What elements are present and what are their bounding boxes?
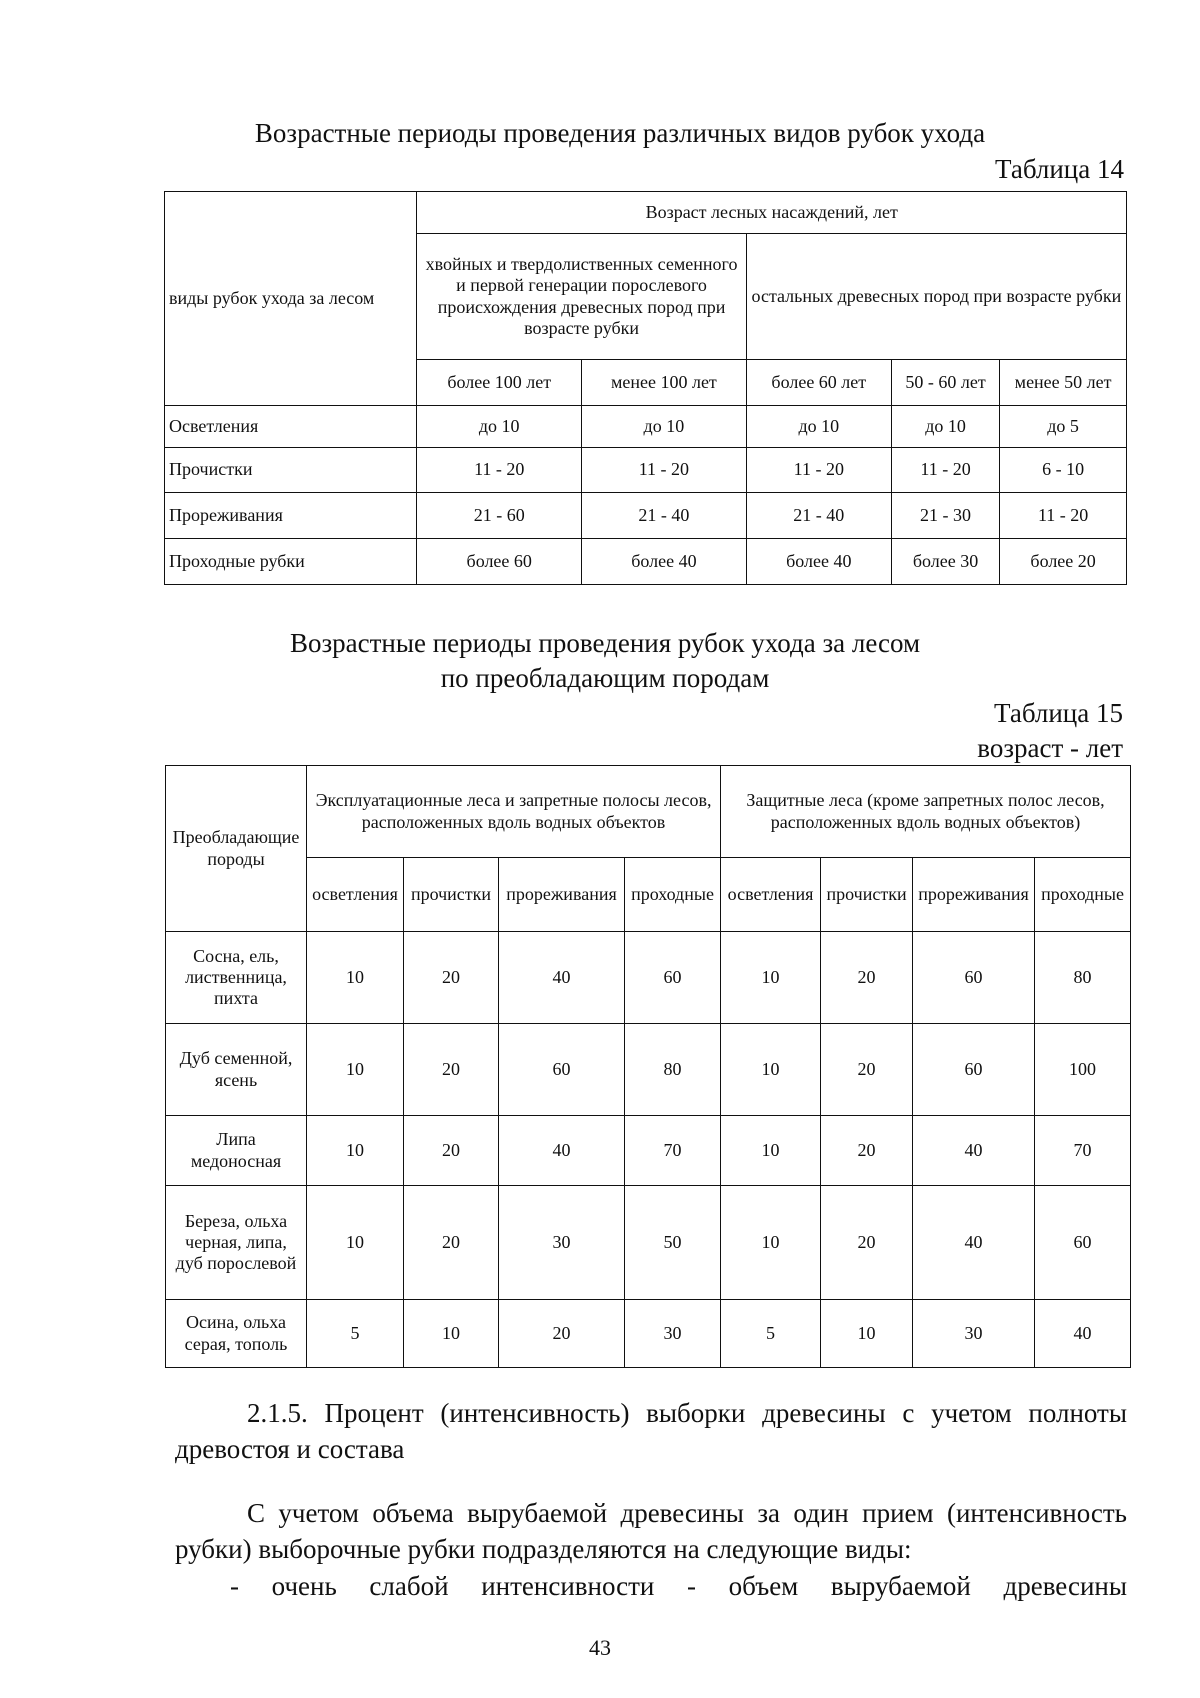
table-cell: 70 — [1035, 1116, 1131, 1186]
table-cell: 30 — [913, 1300, 1035, 1368]
table-cell: 20 — [821, 932, 913, 1024]
table-cell: 10 — [821, 1300, 913, 1368]
table-cell: 100 — [1035, 1024, 1131, 1116]
table-cell: 20 — [404, 1024, 499, 1116]
table-cell: 10 — [721, 932, 821, 1024]
table-cell: 70 — [625, 1116, 721, 1186]
table-15-unit: возраст - лет — [977, 733, 1123, 763]
section-heading-text: 2.1.5. Процент (интенсивность) выборки древесины с учетом полноты древостоя и состава — [175, 1398, 1127, 1464]
table-cell: более 60 — [417, 539, 582, 585]
section-heading — [175, 1395, 1127, 1467]
bullet-item: - очень слабой интенсивности - объем вырубаемой древесины — [230, 1571, 1127, 1601]
t14-other-group-header: остальных древесных пород при возрасте рубки — [746, 234, 1126, 360]
table-cell: до 10 — [891, 406, 999, 448]
table-cell: 11 - 20 — [1000, 493, 1127, 539]
table-cell: более 20 — [1000, 539, 1127, 585]
t15-subcol-header: прореживания — [913, 858, 1035, 932]
table-cell: 10 — [307, 932, 404, 1024]
table-cell: 10 — [721, 1116, 821, 1186]
table-15-title-line2: по преобладающим породам — [440, 663, 770, 693]
t15-row-label-header: Преобладающие породы — [166, 766, 307, 932]
table-row — [165, 406, 1127, 448]
table-cell: 6 - 10 — [1000, 448, 1127, 493]
table-cell: 21 - 40 — [582, 493, 747, 539]
table-row — [166, 1116, 1131, 1186]
table-cell: 40 — [913, 1116, 1035, 1186]
table-cell: до 10 — [582, 406, 747, 448]
table-cell: 40 — [913, 1186, 1035, 1300]
table-cell: 10 — [721, 1186, 821, 1300]
table-cell: 60 — [913, 1024, 1035, 1116]
table-row — [165, 448, 1127, 493]
table-cell: 5 — [307, 1300, 404, 1368]
table-cell: 20 — [821, 1024, 913, 1116]
table-row — [165, 493, 1127, 539]
table-14-label: Таблица 14 — [995, 154, 1124, 184]
table-row — [165, 539, 1127, 585]
row-name: Береза, ольха черная, липа, дуб порослевой — [166, 1186, 307, 1300]
table-row — [166, 932, 1131, 1024]
row-name: Осина, ольха серая, тополь — [166, 1300, 307, 1368]
t14-subcol-header: 50 - 60 лет — [891, 360, 999, 406]
table-cell: более 30 — [891, 539, 999, 585]
t15-subcol-header: осветления — [721, 858, 821, 932]
table-row — [166, 1300, 1131, 1368]
table-cell: 10 — [404, 1300, 499, 1368]
row-name: Липа медоносная — [166, 1116, 307, 1186]
t14-subcol-header: менее 50 лет — [1000, 360, 1127, 406]
table-cell: более 40 — [746, 539, 891, 585]
t15-subcol-header: проходные — [1035, 858, 1131, 932]
t15-subcol-header: прореживания — [499, 858, 625, 932]
table-cell: до 5 — [1000, 406, 1127, 448]
section-paragraph — [175, 1495, 1127, 1567]
t15-subcol-header: прочистки — [404, 858, 499, 932]
page-number: 43 — [589, 1635, 611, 1660]
table-cell: 10 — [307, 1116, 404, 1186]
table-14 — [164, 191, 1127, 585]
table-cell: 21 - 40 — [746, 493, 891, 539]
table-cell: до 10 — [746, 406, 891, 448]
t14-subcol-header: более 100 лет — [417, 360, 582, 406]
table-15 — [165, 765, 1131, 1368]
table-cell: 11 - 20 — [891, 448, 999, 493]
table-cell: 21 - 30 — [891, 493, 999, 539]
row-name: Проходные рубки — [165, 539, 417, 585]
table-cell: до 10 — [417, 406, 582, 448]
table-14-title: Возрастные периоды проведения различных видов рубок ухода — [254, 118, 986, 148]
table-cell: 20 — [821, 1186, 913, 1300]
table-cell: 80 — [1035, 932, 1131, 1024]
table-cell: 40 — [1035, 1300, 1131, 1368]
t14-conifer-group-header: хвойных и твердолиственных семенного и первой генерации порослевого происхождения древесных пород при возрасте рубки — [417, 234, 746, 360]
table-15-label: Таблица 15 — [994, 698, 1123, 728]
table-cell: 20 — [499, 1300, 625, 1368]
table-cell: 11 - 20 — [417, 448, 582, 493]
table-cell: 20 — [404, 1116, 499, 1186]
table-cell: 60 — [913, 932, 1035, 1024]
table-cell: 30 — [499, 1186, 625, 1300]
row-name: Дуб семенной, ясень — [166, 1024, 307, 1116]
table-cell: 20 — [821, 1116, 913, 1186]
t14-row-label-header: виды рубок ухода за лесом — [165, 192, 417, 406]
table-row — [166, 1024, 1131, 1116]
t15-group2-header: Защитные леса (кроме запретных полос лесов, расположенных вдоль водных объектов) — [721, 766, 1131, 858]
table-cell: 80 — [625, 1024, 721, 1116]
table-row — [166, 1186, 1131, 1300]
table-cell: 20 — [404, 932, 499, 1024]
row-name: Прочистки — [165, 448, 417, 493]
t15-subcol-header: прочистки — [821, 858, 913, 932]
table-cell: более 40 — [582, 539, 747, 585]
t15-subcol-header: осветления — [307, 858, 404, 932]
table-cell: 40 — [499, 1116, 625, 1186]
table-cell: 60 — [499, 1024, 625, 1116]
section-paragraph-text: С учетом объема вырубаемой древесины за один прием (интенсивность рубки) выборочные рубки подразделяются на следующие виды: — [175, 1498, 1127, 1564]
t14-age-group-header: Возраст лесных насаждений, лет — [417, 192, 1127, 234]
table-cell: 10 — [307, 1186, 404, 1300]
table-cell: 5 — [721, 1300, 821, 1368]
t14-subcol-header: более 60 лет — [746, 360, 891, 406]
table-cell: 60 — [625, 932, 721, 1024]
t15-subcol-header: проходные — [625, 858, 721, 932]
row-name: Осветления — [165, 406, 417, 448]
table-cell: 30 — [625, 1300, 721, 1368]
table-cell: 11 - 20 — [746, 448, 891, 493]
table-15-title-line1: Возрастные периоды проведения рубок ухода за лесом — [289, 628, 921, 658]
table-cell: 10 — [307, 1024, 404, 1116]
t14-subcol-header: менее 100 лет — [582, 360, 747, 406]
row-name: Сосна, ель, лиственница, пихта — [166, 932, 307, 1024]
t15-group1-header: Эксплуатационные леса и запретные полосы лесов, расположенных вдоль водных объектов — [307, 766, 721, 858]
table-cell: 11 - 20 — [582, 448, 747, 493]
table-cell: 21 - 60 — [417, 493, 582, 539]
table-cell: 60 — [1035, 1186, 1131, 1300]
table-cell: 40 — [499, 932, 625, 1024]
row-name: Прореживания — [165, 493, 417, 539]
table-cell: 50 — [625, 1186, 721, 1300]
table-cell: 20 — [404, 1186, 499, 1300]
table-cell: 10 — [721, 1024, 821, 1116]
